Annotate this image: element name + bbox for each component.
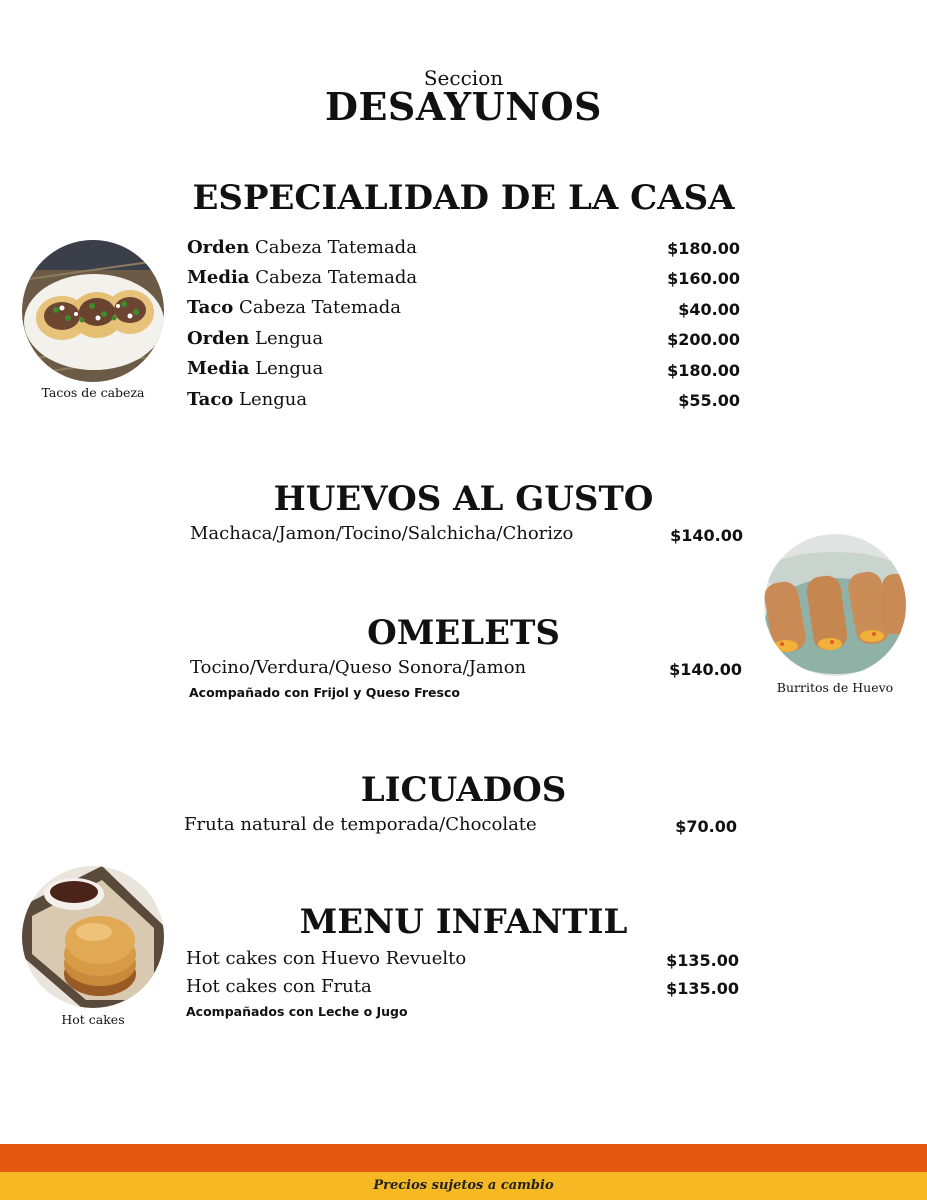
item-price: $160.00 [667,269,740,288]
item-size: Orden [187,328,250,349]
item-price: $70.00 [675,817,737,836]
section-kicker: Seccion [423,66,504,90]
section-title-especialidad: ESPECIALIDAD DE LA CASA [192,178,735,218]
item-price: $135.00 [666,979,739,998]
item-name: Fruta natural de temporada/Chocolate [184,814,537,835]
item-name: Hot cakes con Huevo Revuelto [186,948,467,969]
item-size: Orden [187,237,250,258]
item-name: Lengua [239,389,308,410]
item-name: Cabeza Tatemada [239,297,401,318]
burritos-illustration [764,534,906,676]
item-price: $140.00 [670,526,743,545]
footer-disclaimer: Precios sujetos a cambio [373,1178,554,1193]
item-price: $55.00 [678,391,740,410]
section-title-infantil: MENU INFANTIL [299,902,628,942]
menu-item [187,297,401,318]
item-name: Machaca/Jamon/Tocino/Salchicha/Chorizo [190,523,574,544]
photo-caption: Tacos de cabeza [41,385,145,400]
photo-caption: Hot cakes [61,1012,125,1027]
section-title-licuados: LICUADOS [360,770,567,810]
item-price: $40.00 [678,300,740,319]
item-size: Media [187,358,250,379]
burritos-photo [764,534,906,676]
page-title: DESAYUNOS [325,84,602,129]
item-price: $180.00 [667,361,740,380]
item-size: Media [187,267,250,288]
menu-item [187,267,417,288]
item-note: Acompañados con Leche o Jugo [186,1004,408,1019]
item-size: Taco [187,297,234,318]
tacos-illustration [22,240,164,382]
item-name: Hot cakes con Fruta [186,976,372,997]
item-name: Cabeza Tatemada [255,267,418,288]
item-note: Acompañado con Frijol y Queso Fresco [189,685,460,700]
section-title-omelets: OMELETS [367,613,560,653]
item-name: Tocino/Verdura/Queso Sonora/Jamon [190,657,527,678]
item-price: $135.00 [666,951,739,970]
photo-caption: Burritos de Huevo [776,680,894,695]
menu-item [187,389,307,410]
item-size: Taco [187,389,234,410]
item-name: Lengua [255,358,324,379]
tacos-photo [22,240,164,382]
item-name: Lengua [255,328,324,349]
menu-item [187,358,323,379]
menu-item [187,237,417,258]
section-title-huevos: HUEVOS AL GUSTO [273,479,654,519]
menu-item [187,328,323,349]
item-price: $140.00 [669,660,742,679]
footer-band-orange [0,1144,927,1172]
item-price: $180.00 [667,239,740,258]
item-price: $200.00 [667,330,740,349]
item-name: Cabeza Tatemada [255,237,417,258]
